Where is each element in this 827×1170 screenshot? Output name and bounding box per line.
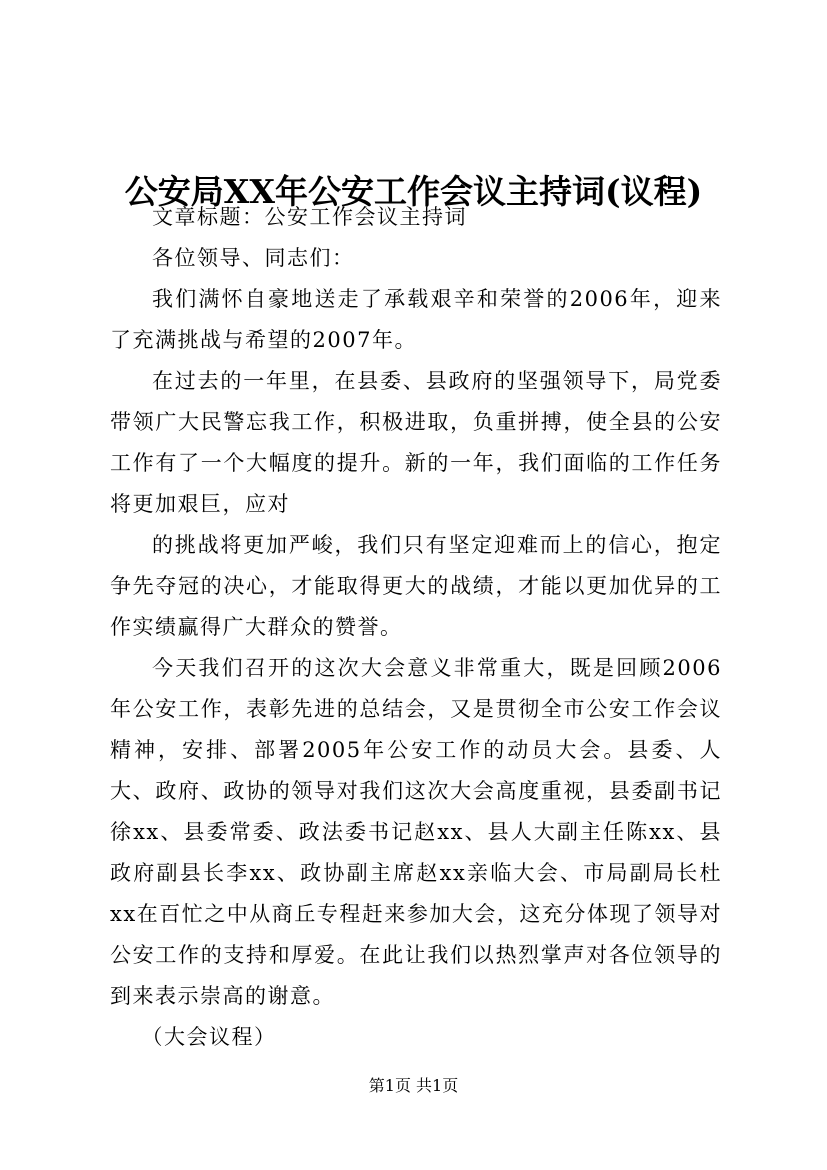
page-footer: 第1页 共1页 bbox=[368, 1076, 459, 1095]
salutation: 各位领导、同志们： bbox=[152, 246, 355, 270]
paragraph-3: 的挑战将更加严峻，我们只有坚定迎难而上的信心，抱定争先夺冠的决心，才能取得更大的战绩，才能以更加优异的工作实绩赢得广大群众的赞誉。 bbox=[110, 533, 722, 639]
agenda-note: （大会议程） bbox=[141, 1025, 277, 1049]
document-body bbox=[110, 197, 722, 1058]
document-title: 公安局XX年公安工作会议主持词(议程) bbox=[124, 172, 703, 212]
paragraph-2: 在过去的一年里，在县委、县政府的坚强领导下，局党委带领广大民警忘我工作，积极进取，负重拼搏，使全县的公安工作有了一个大幅度的提升。新的一年，我们面临的工作任务将更加艰巨，应对 bbox=[110, 369, 722, 516]
article-title-line: 文章标题：公安工作会议主持词 bbox=[152, 205, 467, 229]
paragraph-1: 我们满怀自豪地送走了承载艰辛和荣誉的2006年，迎来了充满挑战与希望的2007年。 bbox=[110, 287, 722, 352]
paragraph-4: 今天我们召开的这次大会意义非常重大，既是回顾2006年公安工作，表彰先进的总结会，又是贯彻全市公安工作会议精神，安排、部署2005年公安工作的动员大会。县委、人大、政府、政协的领导对我们这次大会高度重视，县委副书记徐xx、县委常委、政法委书记赵xx、县人大副主任陈xx、县政府副县长李xx、政协副主席赵xx亲临大会、市局副局长杜xx在百忙之中从商丘专程赶来参加大会，这充分体现了领导对公安工作的支持和厚爱。在此让我们以热烈掌声对各位领导的到来表示崇高的谢意。 bbox=[110, 656, 722, 1008]
